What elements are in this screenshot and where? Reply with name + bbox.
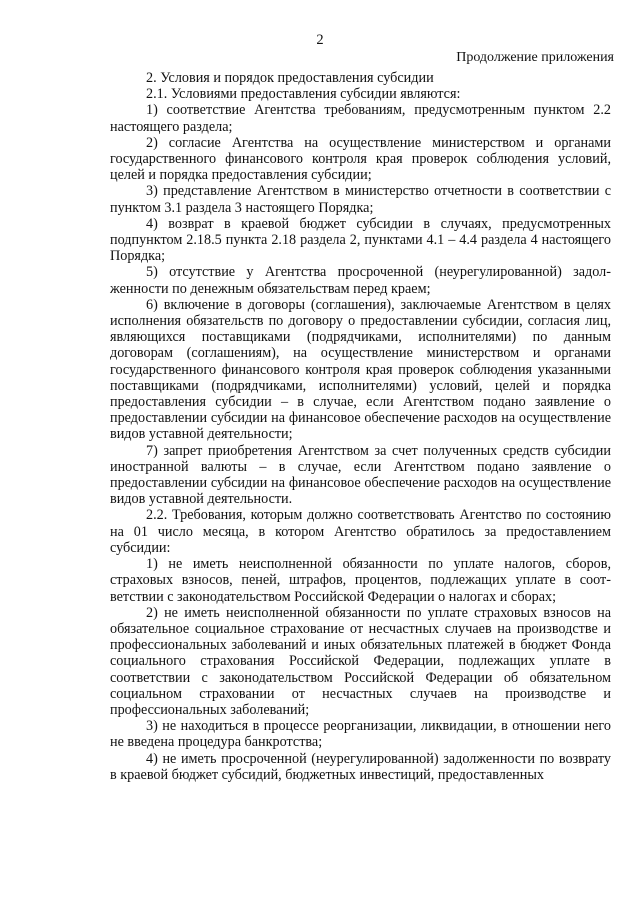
- paragraph: 2) согласие Агентства на осуществление министерством и органами государственного финансового контроля края проверок соблюдения условий, целей и порядка предоставления субсидии;: [110, 134, 611, 184]
- paragraph: 5) отсутствие у Агентства просроченной (неурегулированной) задолженности по денежным обязательствам перед краем;: [110, 264, 611, 297]
- running-header: Продолжение приложения: [456, 50, 614, 65]
- paragraph: 6) включение в договоры (соглашения), заключаемые Агентством в целях исполнения обязательств по договору о предоставлении субсидии, согласия лиц, являющихся поставщиками (подрядчиками, исполнителями) по данным договорам (соглашениям), на осуществление министерством и органами государственного финансового контроля края проверок соблюдения указанными поставщиками (подрядчиками, исполнителями) условий, целей и порядка предоставления субсидии – в случае, если Агентством подано заявление о предоставлении субсидии на финансовое обеспечение расходов на осуществление видов уставной деятельности;: [110, 296, 611, 443]
- paragraph: 1) не иметь неисполненной обязанности по уплате налогов, сборов, страховых взносов, пеней, штрафов, процентов, подлежащих уплате в соответствии с законодательством Российской Федерации о налогах и сборах;: [110, 556, 611, 605]
- paragraph: 7) запрет приобретения Агентством за счет полученных средств субсидии иностранной валюты – в случае, если Агентством подано заявление о предоставлении субсидии на финансовое обеспечение расходов на осуществление видов уставной деятельности.: [110, 442, 611, 508]
- section-heading: 2. Условия и порядок предоставления субсидии: [146, 70, 434, 86]
- subsection-heading: 2.2. Требования, которым должно соответствовать Агентство по состоянию на 01 число месяца, в котором Агентство обратилось за предоставлением субсидии:: [110, 507, 611, 556]
- document-body: [110, 70, 611, 783]
- page-number: 2: [316, 32, 324, 48]
- paragraph: 4) не иметь просроченной (неурегулированной) задолженности по возврату в краевой бюджет субсидий, бюджетных инвестиций, предоставленных: [110, 750, 611, 783]
- subsection-heading: 2.1. Условиями предоставления субсидии являются:: [146, 86, 461, 103]
- paragraph: 1) соответствие Агентства требованиям, предусмотренным пунктом 2.2 настоящего раздела;: [110, 102, 611, 135]
- paragraph: 3) представление Агентством в министерство отчетности в соответствии с пунктом 3.1 раздела 3 настоящего Порядка;: [110, 183, 611, 216]
- paragraph: 3) не находиться в процессе реорганизации, ликвидации, в отношении него не введена процедура банкротства;: [110, 718, 611, 751]
- paragraph: 4) возврат в краевой бюджет субсидии в случаях, предусмотренных подпунктом 2.18.5 пункта 2.18 раздела 2, пунктами 4.1 – 4.4 раздела 4 настоящего Порядка;: [110, 215, 611, 265]
- paragraph: 2) не иметь неисполненной обязанности по уплате страховых взносов на обязательное социальное страхование от несчастных случаев на производстве и профессиональных заболеваний и иных обязательных платежей в бюджет Фонда социального страхования Российской Федерации, подлежащих уплате в соответствии с законодательством Российской Федерации об обязательном социальном страховании от несчастных случаев на производстве и профессиональных заболеваний;: [110, 604, 611, 718]
